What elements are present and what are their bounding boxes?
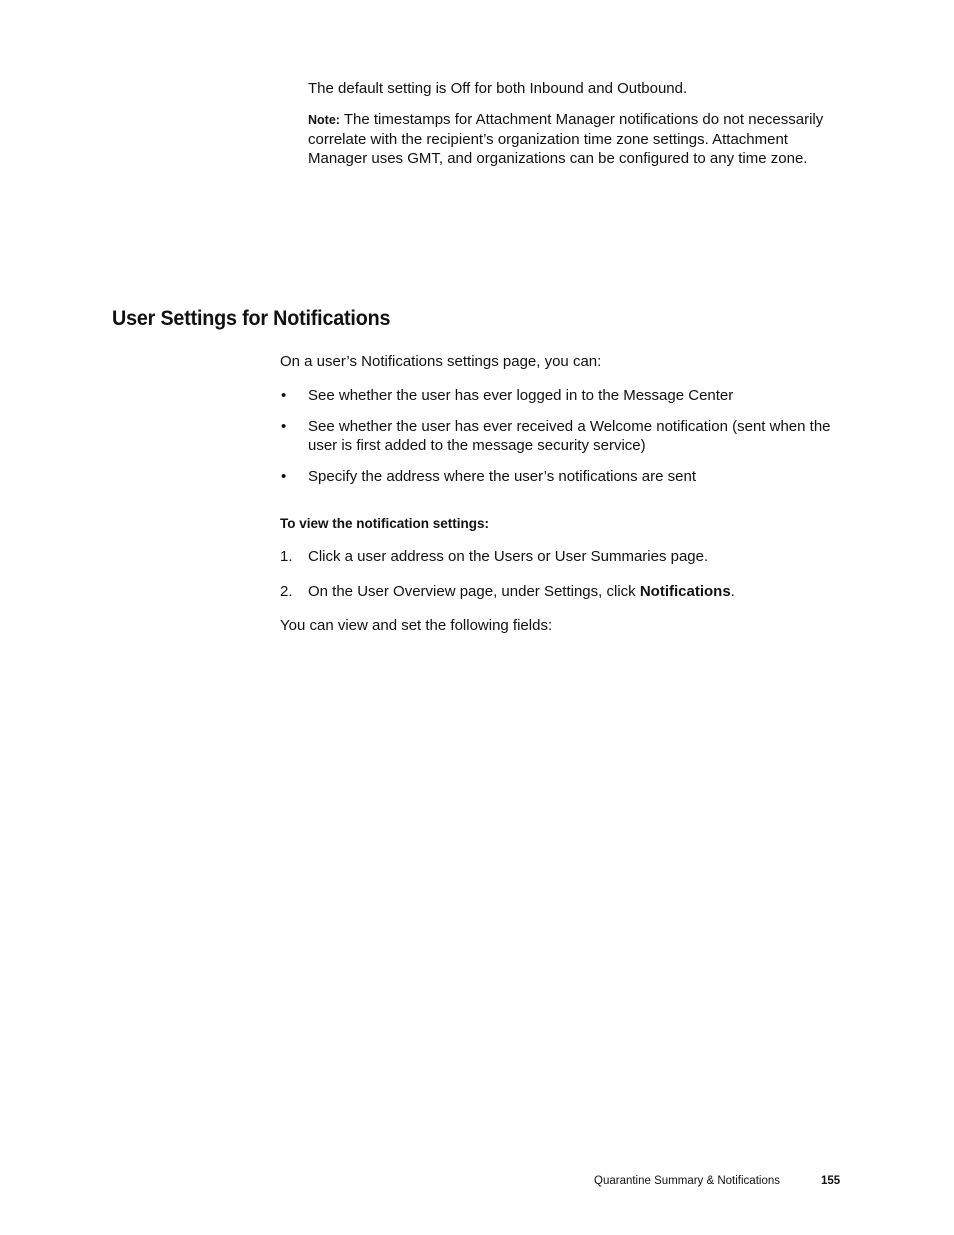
note-paragraph [308, 110, 844, 168]
step-number: 1. [280, 548, 293, 565]
section-lead: On a user’s Notifications settings page, you can: [280, 353, 602, 370]
footer-chapter-title: Quarantine Summary & Notifications [594, 1175, 780, 1187]
step-number: 2. [280, 583, 293, 600]
bullet-item: See whether the user has ever logged in to the Message Center [308, 387, 734, 404]
note-text: The timestamps for Attachment Manager notifications do not necessarily correlate with the recipient’s organization time zone settings. Attachment Manager uses GMT, and organizations can be configured to any time zone. [308, 111, 824, 167]
step-text: Click a user address on the Users or User Summaries page. [308, 548, 709, 565]
step-text [308, 582, 844, 601]
step-text-before: On the User Overview page, under Settings, click [308, 583, 640, 600]
step-text-after: . [730, 583, 735, 600]
bullet-marker: • [281, 387, 287, 404]
notifications-ui-term: Notifications [639, 583, 731, 600]
bullet-marker: • [281, 418, 287, 435]
section-heading: User Settings for Notifications [112, 307, 391, 330]
footer-page-number: 155 [821, 1175, 841, 1187]
bullet-item: Specify the address where the user’s notifications are sent [308, 468, 696, 485]
bullet-item: See whether the user has ever received a Welcome notification (sent when the user is first added to the message security service) [308, 418, 831, 454]
note-label: Note: [308, 113, 340, 127]
default-setting-text: The default setting is Off for both Inbound and Outbound. [308, 80, 688, 97]
closing-text: You can view and set the following fields: [280, 617, 553, 634]
procedure-heading: To view the notification settings: [280, 516, 490, 531]
bullet-marker: • [281, 468, 287, 485]
